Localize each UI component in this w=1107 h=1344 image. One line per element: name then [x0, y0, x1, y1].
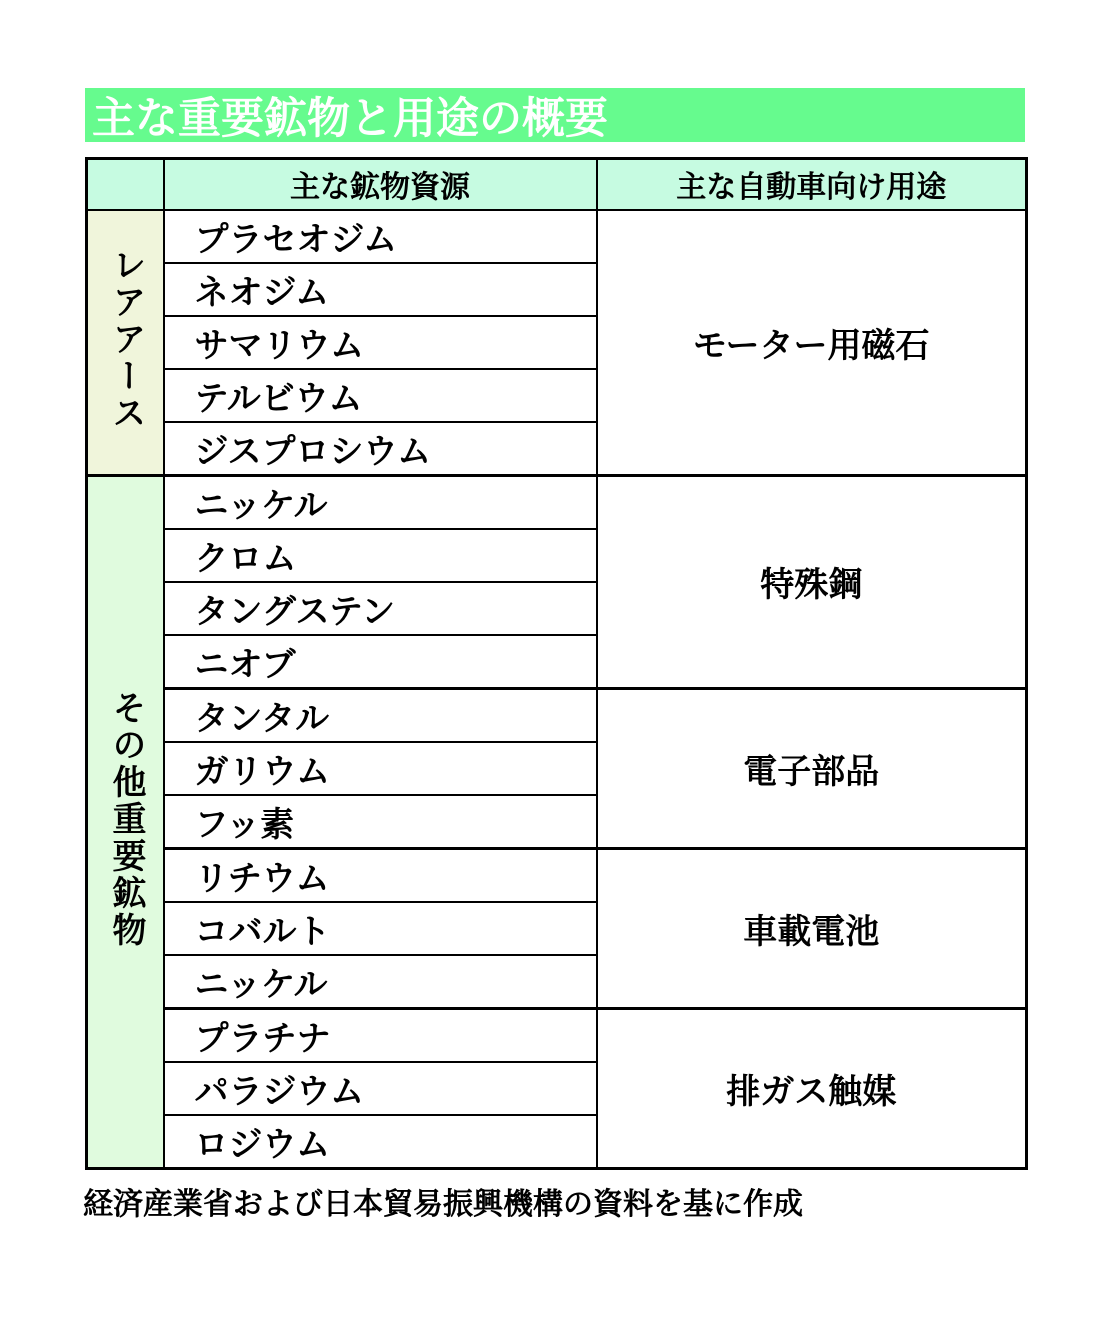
use-cell-motor-magnets: モーター用磁石: [597, 210, 1027, 476]
category-label-rare-earth: レアアース: [106, 247, 145, 432]
page-title: 主な重要鉱物と用途の概要: [92, 94, 608, 143]
category-label-other-critical-minerals: その他重要鉱物: [106, 689, 145, 949]
header-row: [87, 159, 1027, 210]
use-cell-electronic-components: 電子部品: [597, 688, 1027, 848]
table-row: [87, 688, 1027, 742]
minerals-uses-table: [85, 157, 1028, 1170]
mineral-cell-dysprosium: ジスプロシウム: [164, 422, 597, 476]
mineral-cell-tungsten: タングステン: [164, 582, 597, 635]
mineral-cell-nickel-steel: ニッケル: [164, 475, 597, 529]
mineral-cell-cobalt: コバルト: [164, 902, 597, 955]
category-cell-other-critical-minerals: [87, 475, 164, 1168]
table-row: [87, 848, 1027, 902]
source-note: 経済産業省および日本貿易振興機構の資料を基に作成: [83, 1187, 803, 1221]
mineral-cell-gallium: ガリウム: [164, 742, 597, 795]
mineral-cell-samarium: サマリウム: [164, 316, 597, 369]
mineral-cell-chromium: クロム: [164, 529, 597, 582]
mineral-cell-niobium: ニオブ: [164, 635, 597, 689]
header-corner-cell: [87, 159, 164, 210]
category-cell-rare-earth: [87, 210, 164, 476]
mineral-cell-palladium: パラジウム: [164, 1062, 597, 1115]
mineral-cell-terbium: テルビウム: [164, 369, 597, 422]
use-cell-exhaust-catalyst: 排ガス触媒: [597, 1008, 1027, 1168]
mineral-cell-tantalum: タンタル: [164, 688, 597, 742]
header-minerals: 主な鉱物資源: [164, 159, 597, 210]
mineral-cell-platinum: プラチナ: [164, 1008, 597, 1062]
table-row: [87, 210, 1027, 263]
mineral-cell-fluorine: フッ素: [164, 795, 597, 849]
mineral-cell-praseodymium: プラセオジム: [164, 210, 597, 263]
title-bar: [85, 88, 1025, 142]
table-row: [87, 475, 1027, 529]
use-cell-ev-batteries: 車載電池: [597, 848, 1027, 1008]
mineral-cell-lithium: リチウム: [164, 848, 597, 902]
table-row: [87, 1008, 1027, 1062]
mineral-cell-rhodium: ロジウム: [164, 1115, 597, 1169]
header-uses: 主な自動車向け用途: [597, 159, 1027, 210]
use-cell-special-steel: 特殊鋼: [597, 475, 1027, 688]
mineral-cell-neodymium: ネオジム: [164, 263, 597, 316]
mineral-cell-nickel-battery: ニッケル: [164, 955, 597, 1009]
